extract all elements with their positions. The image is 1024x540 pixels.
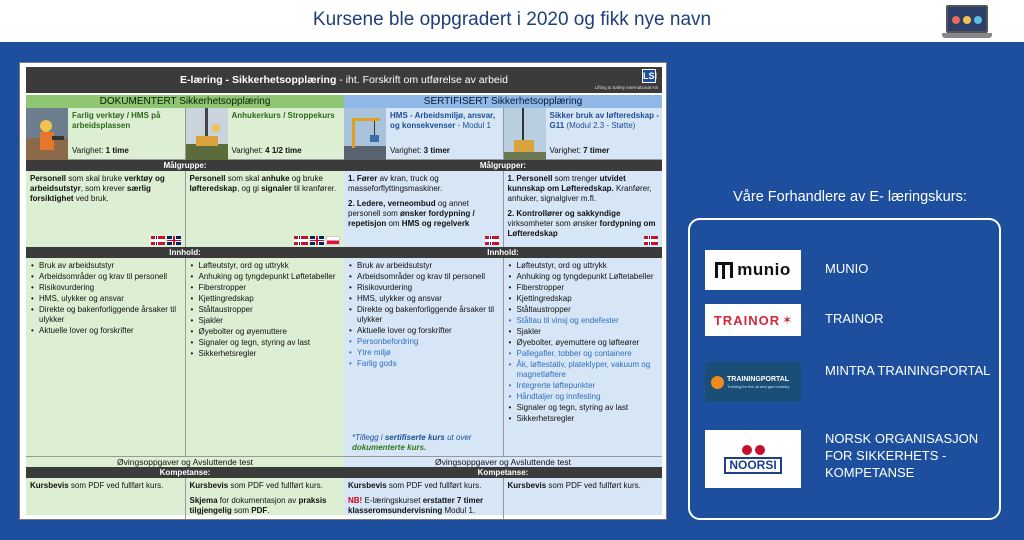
noorsi-logo[interactable]: NOORSI: [705, 430, 801, 488]
competence-hms: Kursbevis som PDF ved fullført kurs. NB! E-læringskurset erstatter 7 timer klasseromsundervisning Modul 1.: [344, 478, 504, 520]
list-item: • Signaler og tegn, styring av last: [190, 338, 341, 348]
module-name: Sikker bruk av løfteredskap - G11 (Modul 2.3 - Støtte): [549, 111, 659, 130]
list-item: • Pallegafler, tobber og containere: [508, 349, 659, 359]
list-item: • Kjettingredskap: [190, 294, 341, 304]
exam-row: Øvingsoppgaver og Avsluttende test: [344, 456, 662, 467]
content-header: Innhold:: [26, 247, 344, 258]
rigging-photo-icon: [186, 108, 228, 160]
vendor-noorsi[interactable]: [705, 430, 995, 488]
target-group-lifting: 1. Personell som trenger utvidet kunnskap om Løfteredskap. Kranfører, anhuker, signalgiver m.fl. 2. Kontrollører og sakkyndige virksomheter som ønsker fordypning om Løfteredskap: [504, 171, 663, 247]
list-item: • Signaler og tegn, styring av last: [508, 403, 659, 413]
norway-flag-icon: [294, 236, 308, 245]
vendor-name: NORSK ORGANISASJON FOR SIKKERHETS - KOMPETANSE: [825, 431, 979, 480]
module-rigging[interactable]: [186, 108, 345, 159]
target-group-hms: 1. Fører av kran, truck og masseforflyttingsmaskiner. 2. Ledere, verneombud og annet personell som ønsker fordypning / repetisjon om HMS og regelverk: [344, 171, 504, 247]
list-item: • HMS, ulykker og ansvar: [348, 294, 499, 304]
list-item: • Sikkerhetsregler: [508, 414, 659, 424]
certified-column: [344, 95, 662, 515]
vendor-trainor[interactable]: [705, 304, 995, 336]
list-item: • Aktuelle lover og forskrifter: [30, 326, 181, 336]
content-list: [348, 261, 499, 369]
lifting-photo-icon: [504, 108, 546, 160]
module-duration: Varighet: 7 timer: [549, 146, 610, 155]
list-item: • Sjakler: [190, 316, 341, 326]
norway-flag-icon: [485, 236, 499, 245]
content-list: [508, 261, 659, 424]
page-title: Kursene ble oppgradert i 2020 og fikk nye navn: [312, 9, 712, 30]
list-item: • Direkte og bakenforliggende årsaker til ulykker: [30, 305, 181, 325]
lsi-logo: LSI: [643, 71, 658, 81]
crane-photo-icon: [344, 108, 386, 160]
list-item: • Ytre miljø: [348, 348, 499, 358]
content-tool-safety: [26, 258, 186, 456]
list-item: • Integrerte løftepunkter: [508, 381, 659, 391]
module-lifting-g11[interactable]: [504, 108, 663, 159]
list-item: • Ståltau til vinsj og endefester: [508, 316, 659, 326]
list-item: • Personbefordring: [348, 337, 499, 347]
trainor-logo[interactable]: TRAINOR ✶: [705, 304, 801, 336]
list-item: • Bruk av arbeidsutstyr: [30, 261, 181, 271]
list-item: • Håndtaljer og innfesting: [508, 392, 659, 402]
content-list: [190, 261, 341, 359]
list-item: • Direkte og bakenforliggende årsaker til ulykker: [348, 305, 499, 325]
munio-logo[interactable]: munio: [705, 250, 801, 290]
uk-flag-icon: [310, 236, 324, 245]
content-hms: [344, 258, 504, 456]
target-group-rigging: Personell som skal anhuke og bruke løfteredskap, og gi signaler til kranfører.: [186, 171, 345, 247]
module-name: Farlig verktøy / HMS på arbeidsplassen: [72, 111, 161, 130]
list-item: • Fiberstropper: [508, 283, 659, 293]
target-group-tool-safety: Personell som skal bruke verktøy og arbeidsutstyr, som krever særlig forsiktighet ved bruk.: [26, 171, 186, 247]
vendor-munio[interactable]: [705, 250, 995, 290]
language-flags: [294, 236, 340, 245]
vendor-name: TRAINOR: [825, 311, 884, 326]
list-item: • Farlig gods: [348, 359, 499, 369]
norway-flag-icon: [151, 236, 165, 245]
list-item: • Arbeidsområder og krav til personell: [348, 272, 499, 282]
list-item: • Løfteutstyr, ord og uttrykk: [508, 261, 659, 271]
list-item: • Arbeidsområder og krav til personell: [30, 272, 181, 282]
documented-category: DOKUMENTERT Sikkerhetsopplæring: [26, 95, 344, 108]
module-duration: Varighet: 4 1/2 time: [231, 146, 302, 155]
list-item: • Fiberstropper: [190, 283, 341, 293]
worker-photo-icon: [26, 108, 68, 160]
sheet-header: [26, 67, 662, 93]
trainingportal-logo[interactable]: TRAININGPORTAL Training for the oil and gas industry: [705, 362, 801, 402]
list-item: • Øyebolter og øyemuttere: [190, 327, 341, 337]
list-item: • HMS, ulykker og ansvar: [30, 294, 181, 304]
course-sheet: [19, 62, 667, 520]
laptop-icon: [942, 5, 992, 39]
module-tool-safety[interactable]: [26, 108, 186, 159]
list-item: • Kjettingredskap: [508, 294, 659, 304]
vendor-name: MINTRA TRAININGPORTAL: [825, 363, 991, 378]
top-bar: [0, 0, 1024, 42]
list-item: • Aktuelle lover og forskrifter: [348, 326, 499, 336]
competence-tool-safety: Kursbevis som PDF ved fullført kurs.: [26, 478, 186, 520]
list-item: • Ståltaustropper: [508, 305, 659, 315]
list-item: • Åk, løftestativ, plateklyper, vakuum og magnetløftere: [508, 360, 659, 380]
language-flags: [485, 236, 499, 245]
content-rigging: [186, 258, 345, 456]
poland-flag-icon: [326, 236, 340, 245]
module-hms[interactable]: [344, 108, 504, 159]
munio-mark-icon: [715, 262, 733, 278]
list-item: • Ståltaustropper: [190, 305, 341, 315]
competence-header: Kompetanse:: [26, 467, 344, 478]
competence-rigging: Kursbevis som PDF ved fullført kurs. Skjema for dokumentasjon av praksis tilgjengelig som PDF.: [189, 481, 327, 515]
uk-flag-icon: [167, 236, 181, 245]
module-name: HMS - Arbeidsmiljø, ansvar, og konsekvenser - Modul 1: [390, 111, 496, 130]
target-groups-header: Målgrupper:: [344, 160, 662, 171]
module-duration: Varighet: 1 time: [72, 146, 129, 155]
list-item: • Anhuking og tyngdepunkt Løftetabeller: [508, 272, 659, 282]
trainor-star-icon: ✶: [782, 313, 793, 327]
norway-flag-icon: [644, 236, 658, 245]
language-flags: [151, 236, 181, 245]
list-item: • Sjakler: [508, 327, 659, 337]
target-group-header: Målgruppe:: [26, 160, 344, 171]
documented-column: [26, 95, 344, 515]
language-flags: [644, 236, 658, 245]
certified-category: SERTIFISERT Sikkerhetsopplæring: [344, 95, 662, 108]
module-name: Anhukerkurs / Stroppekurs: [231, 111, 335, 120]
vendor-name: MUNIO: [825, 261, 869, 276]
vendors-box: [688, 218, 1001, 520]
certified-note: *Tillegg i sertifiserte kurs ut over dokumenterte kurs.: [352, 433, 472, 452]
list-item: • Løfteutstyr, ord og uttrykk: [190, 261, 341, 271]
competence-header: Kompetanse:: [344, 467, 662, 478]
content-list: [30, 261, 181, 336]
list-item: • Risikovurdering: [30, 283, 181, 293]
list-item: • Anhuking og tyngdepunkt Løftetabeller: [190, 272, 341, 282]
list-item: • Bruk av arbeidsutstyr: [348, 261, 499, 271]
exam-row: Øvingsoppgaver og Avsluttende test: [26, 456, 344, 467]
module-duration: Varighet: 3 timer: [390, 146, 450, 155]
trainingportal-icon: [711, 376, 724, 389]
sheet-title: E-læring - Sikkerhetsopplæring - iht. Forskrift om utførelse av arbeid: [180, 74, 508, 86]
vendors-title: Våre Forhandlere av E- læringskurs:: [733, 189, 967, 205]
list-item: • Øyebolter, øyemuttere og løfteører: [508, 338, 659, 348]
content-lifting: [504, 258, 663, 456]
vendor-mintra[interactable]: [705, 362, 995, 402]
list-item: • Risikovurdering: [348, 283, 499, 293]
brand-text: Lifting & Safety International AS: [594, 85, 658, 90]
list-item: • Sikkerhetsregler: [190, 349, 341, 359]
competence-lifting: Kursbevis som PDF ved fullført kurs.: [507, 481, 641, 490]
content-header: Innhold:: [344, 247, 662, 258]
noorsi-people-icon: [742, 445, 765, 455]
